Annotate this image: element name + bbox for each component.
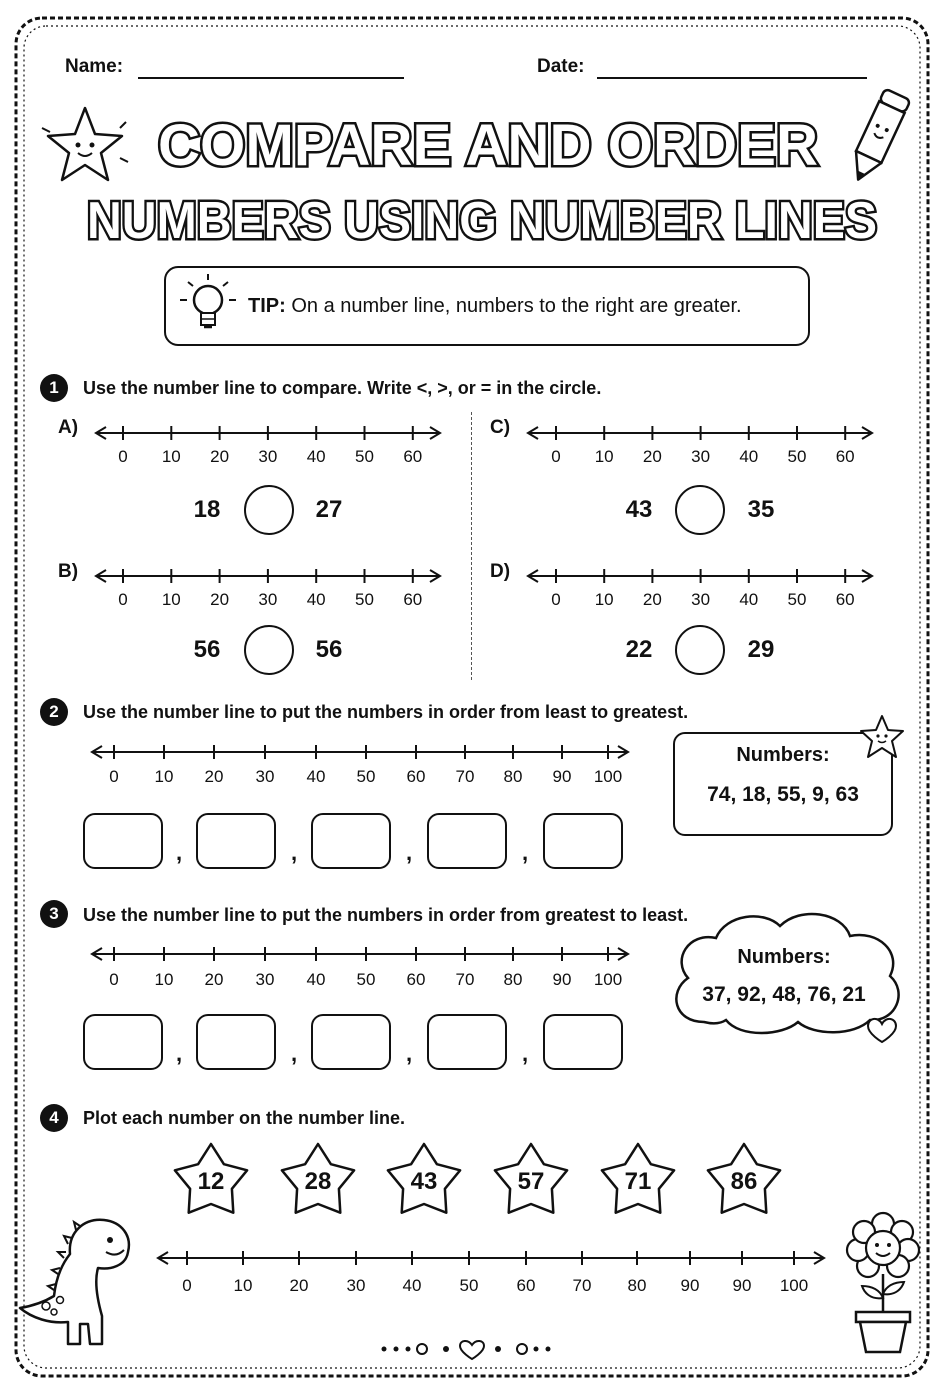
q3-line-tick-label: 40 bbox=[306, 970, 326, 989]
number-line-c bbox=[528, 426, 872, 440]
compare-c-left: 43 bbox=[625, 496, 653, 523]
q4-star-number: 71 bbox=[624, 1168, 652, 1195]
date-label: Date: bbox=[537, 56, 585, 77]
q3-comma: , bbox=[291, 1041, 298, 1066]
line-b-tick-label: 60 bbox=[403, 590, 423, 609]
q3-line-tick-label: 100 bbox=[593, 970, 623, 989]
line-d-tick-label: 10 bbox=[594, 590, 614, 609]
name-label: Name: bbox=[65, 56, 124, 77]
line-a-tick-label: 40 bbox=[306, 447, 326, 466]
line-c-tick-label: 30 bbox=[691, 447, 711, 466]
line-a-tick-label: 0 bbox=[118, 447, 128, 466]
q3-line-tick-label: 50 bbox=[356, 970, 376, 989]
q4-star-number: 86 bbox=[730, 1168, 758, 1195]
q4-line-tick-label: 70 bbox=[572, 1276, 592, 1295]
q2-answer-box-3[interactable] bbox=[311, 813, 391, 869]
q2-comma: , bbox=[291, 840, 298, 865]
line-c-tick-label: 40 bbox=[739, 447, 759, 466]
line-d-tick-label: 20 bbox=[642, 590, 662, 609]
q3-line-tick-label: 0 bbox=[109, 970, 119, 989]
compare-c-circle[interactable] bbox=[675, 485, 725, 535]
question-number-2: 2 bbox=[40, 698, 68, 726]
line-a-tick-label: 50 bbox=[355, 447, 374, 466]
line-b-tick-label: 0 bbox=[118, 590, 128, 609]
q4-line-tick-label: 30 bbox=[346, 1276, 366, 1295]
compare-a-right: 27 bbox=[315, 496, 343, 523]
line-a-tick-label: 20 bbox=[210, 447, 230, 466]
line-b-tick-label: 20 bbox=[210, 590, 230, 609]
number-line-d bbox=[528, 569, 872, 583]
line-a-tick-label: 30 bbox=[258, 447, 278, 466]
line-c-tick-label: 10 bbox=[594, 447, 614, 466]
q2-line-tick-label: 50 bbox=[356, 767, 376, 786]
heart-icon bbox=[460, 1341, 484, 1359]
q2-line-tick-label: 20 bbox=[204, 767, 224, 786]
line-d-tick-label: 40 bbox=[739, 590, 759, 609]
q2-answer-box-4[interactable] bbox=[427, 813, 507, 869]
q2-line-tick-label: 10 bbox=[154, 767, 174, 786]
q4-line-tick-label: 90 bbox=[680, 1276, 700, 1295]
q2-line-tick-label: 100 bbox=[593, 767, 623, 786]
q4-line-tick-label: 40 bbox=[402, 1276, 422, 1295]
q2-comma: , bbox=[176, 840, 183, 865]
q3-line-tick-label: 10 bbox=[154, 970, 174, 989]
q4-line-tick-label: 0 bbox=[182, 1276, 192, 1295]
q4-star-number: 28 bbox=[304, 1168, 332, 1195]
compare-b-circle[interactable] bbox=[244, 625, 294, 675]
q4-star-number: 57 bbox=[517, 1168, 545, 1195]
line-b-tick-label: 40 bbox=[306, 590, 326, 609]
line-b-tick-label: 50 bbox=[355, 590, 374, 609]
q4-line-tick-label: 20 bbox=[289, 1276, 309, 1295]
compare-d-circle[interactable] bbox=[675, 625, 725, 675]
line-d-tick-label: 60 bbox=[835, 590, 855, 609]
compare-a-circle[interactable] bbox=[244, 485, 294, 535]
q4-star-number: 12 bbox=[197, 1168, 225, 1195]
q4-line-tick-label: 50 bbox=[459, 1276, 479, 1295]
line-a-tick-label: 10 bbox=[161, 447, 181, 466]
q4-star-number: 43 bbox=[410, 1168, 438, 1195]
q4-line-tick-label: 60 bbox=[516, 1276, 536, 1295]
q2-comma: , bbox=[522, 840, 529, 865]
q2-line-tick-label: 60 bbox=[406, 767, 426, 786]
line-b-tick-label: 10 bbox=[161, 590, 181, 609]
heart-icon bbox=[868, 1019, 896, 1042]
question-3-instruction: Use the number line to put the numbers in order from greatest to least. bbox=[83, 905, 689, 925]
q3-comma: , bbox=[176, 1041, 183, 1066]
question-4-instruction: Plot each number on the number line. bbox=[83, 1108, 406, 1128]
q2-line-tick-label: 80 bbox=[503, 767, 523, 786]
line-c-tick-label: 60 bbox=[835, 447, 855, 466]
line-c-tick-label: 20 bbox=[642, 447, 662, 466]
q2-answer-box-2[interactable] bbox=[196, 813, 276, 869]
q2-line-tick-label: 30 bbox=[255, 767, 275, 786]
number-line-a bbox=[96, 426, 440, 440]
q3-line-tick-label: 80 bbox=[503, 970, 523, 989]
question-1-instruction: Use the number line to compare. Write <, >, or = in the circle. bbox=[83, 378, 602, 398]
q3-comma: , bbox=[522, 1041, 529, 1066]
q3-line-tick-label: 20 bbox=[204, 970, 224, 989]
q2-line-tick-label: 40 bbox=[306, 767, 326, 786]
q3-answer-box-5[interactable] bbox=[543, 1014, 623, 1070]
compare-a-left: 18 bbox=[193, 496, 221, 523]
q3-numbers-title: Numbers: bbox=[737, 946, 831, 968]
q2-numbers-list: 74, 18, 55, 9, 63 bbox=[707, 783, 859, 806]
question-number-4: 4 bbox=[40, 1104, 68, 1132]
compare-d-right: 29 bbox=[747, 636, 775, 663]
q3-line-tick-label: 60 bbox=[406, 970, 426, 989]
q2-line-tick-label: 0 bbox=[109, 767, 119, 786]
item-b-label: B) bbox=[58, 561, 79, 582]
question-number-1: 1 bbox=[40, 374, 68, 402]
item-d-label: D) bbox=[490, 561, 511, 582]
smiling-star-icon bbox=[856, 712, 908, 762]
line-b-tick-label: 30 bbox=[258, 590, 278, 609]
q2-answer-box-5[interactable] bbox=[543, 813, 623, 869]
compare-b-right: 56 bbox=[315, 636, 343, 663]
q2-numbers-title: Numbers: bbox=[736, 744, 830, 766]
line-c-tick-label: 0 bbox=[551, 447, 561, 466]
footer-ornament bbox=[372, 1334, 572, 1364]
q2-answer-box-1[interactable] bbox=[83, 813, 163, 869]
line-a-tick-label: 60 bbox=[403, 447, 423, 466]
q2-line-tick-label: 90 bbox=[552, 767, 572, 786]
q2-line-tick-label: 70 bbox=[455, 767, 475, 786]
item-a-label: A) bbox=[58, 417, 79, 438]
q3-answer-box-3[interactable] bbox=[311, 1014, 391, 1070]
tip-label: TIP: bbox=[248, 295, 286, 317]
line-c-tick-label: 50 bbox=[787, 447, 807, 466]
question-2-instruction: Use the number line to put the numbers in order from least to greatest. bbox=[83, 702, 689, 722]
dinosaur-icon bbox=[10, 1212, 135, 1362]
number-line-b bbox=[96, 569, 440, 583]
q3-answer-box-1[interactable] bbox=[83, 1014, 163, 1070]
q3-line-tick-label: 30 bbox=[255, 970, 275, 989]
compare-b-left: 56 bbox=[193, 636, 221, 663]
line-d-tick-label: 50 bbox=[787, 590, 807, 609]
q2-comma: , bbox=[406, 840, 413, 865]
q3-numbers-cloud bbox=[664, 904, 910, 1048]
q3-answer-box-4[interactable] bbox=[427, 1014, 507, 1070]
line-d-tick-label: 0 bbox=[551, 590, 561, 609]
svg-text:NUMBERS USING NUMBER LINES: NUMBERS USING NUMBER LINES bbox=[87, 192, 877, 250]
item-c-label: C) bbox=[490, 417, 511, 438]
q4-line-tick-label: 80 bbox=[627, 1276, 647, 1295]
flower-pot-icon bbox=[840, 1208, 926, 1358]
svg-text:COMPARE AND ORDER: COMPARE AND ORDER bbox=[158, 113, 818, 178]
compare-c-right: 35 bbox=[747, 496, 775, 523]
q3-line-tick-label: 70 bbox=[455, 970, 475, 989]
q3-numbers-list: 37, 92, 48, 76, 21 bbox=[702, 983, 866, 1006]
q3-answer-box-2[interactable] bbox=[196, 1014, 276, 1070]
q4-line-tick-label: 10 bbox=[233, 1276, 253, 1295]
q4-line-tick-label: 90 bbox=[732, 1276, 752, 1295]
tip-body: On a number line, numbers to the right are greater. bbox=[291, 295, 742, 317]
q3-line-tick-label: 90 bbox=[552, 970, 572, 989]
line-d-tick-label: 30 bbox=[691, 590, 711, 609]
q4-star-shapes bbox=[0, 1140, 944, 1220]
q3-comma: , bbox=[406, 1041, 413, 1066]
q4-line-tick-label: 100 bbox=[779, 1276, 809, 1295]
question-number-3: 3 bbox=[40, 900, 68, 928]
compare-d-left: 22 bbox=[625, 636, 653, 663]
